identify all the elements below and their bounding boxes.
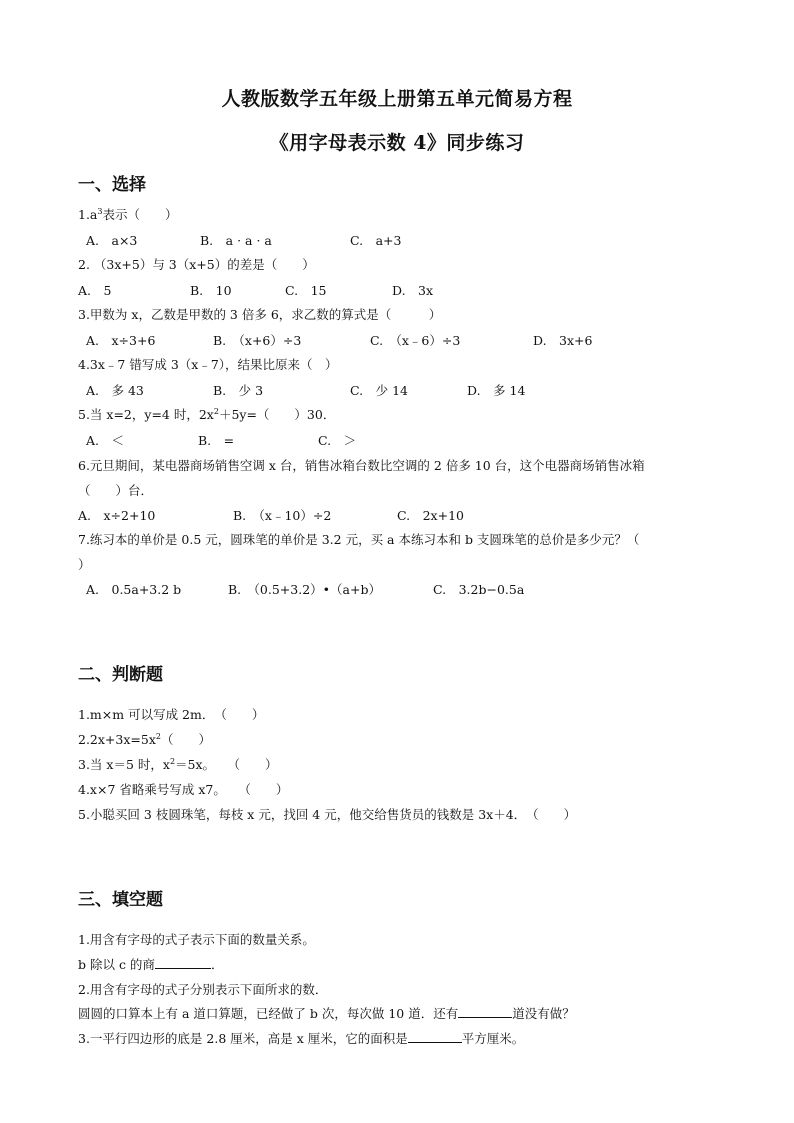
choice-q3-option-b: B. （x+6）÷3: [213, 333, 302, 348]
answer-blank[interactable]: [458, 1016, 512, 1018]
fill-q3: 3.一平行四边形的底是 2.8 厘米，高是 x 厘米，它的面积是 平方厘米。: [78, 1031, 525, 1046]
fill-q1: 1.用含有字母的式子表示下面的数量关系。: [78, 932, 315, 947]
choice-q7-option-c: C. 3.2b−0.5a: [433, 582, 525, 597]
choice-q4-stem: 4.3x﹣7 错写成 3（x﹣7），结果比原来（ ）: [78, 357, 338, 372]
judge-q1: 1.m×m 可以写成 2m． （ ）: [78, 707, 265, 722]
choice-q1-stem: $1.a^3$表示（ ）: [78, 206, 178, 222]
choice-q6-stem-1: 6.元旦期间，某电器商场销售空调 x 台，销售冰箱台数比空调的 2 倍多 10 台，这个电器商场销售冰箱: [78, 458, 645, 473]
choice-q7-stem-2: ）: [78, 557, 91, 572]
section-judge-heading: 二、判断题: [78, 665, 163, 685]
choice-q1-option-b: B. a · a · a: [200, 233, 272, 248]
choice-q2-option-c: C. 15: [285, 283, 327, 298]
choice-q2-option-d: D. 3x: [392, 283, 434, 298]
choice-q5-stem: 5.当 x=2，y=4 时，$2x^2+5y=$（ ）30．: [78, 406, 336, 422]
judge-q4: 4.x×7 省略乘号写成 x7。 （ ）: [78, 782, 289, 797]
section-choice-heading: 一、选择: [78, 175, 146, 195]
title-line-1: 人教版数学五年级上册第五单元简易方程: [221, 88, 573, 110]
choice-q2-option-a: A. 5: [78, 283, 112, 298]
choice-q1-option-c: C. a+3: [350, 233, 402, 248]
judge-q3: 3.当 x＝5 时，$x^2=5x$。 （ ）: [78, 756, 278, 772]
choice-q3-option-c: C. （x﹣6）÷3: [370, 333, 461, 348]
answer-blank[interactable]: [408, 1041, 462, 1043]
title-line-2: 《用字母表示数 4》同步练习: [269, 132, 525, 154]
choice-q6-stem-2: （ ）台．: [78, 483, 154, 498]
choice-q7-option-b: B. （0.5+3.2）•（a+b）: [228, 582, 381, 597]
choice-q5-option-a: A. ＜: [86, 433, 125, 448]
choice-q3-stem: 3.甲数为 x，乙数是甲数的 3 倍多 6，求乙数的算式是（ ）: [78, 307, 442, 322]
choice-q3-option-d: D. 3x+6: [533, 333, 593, 348]
choice-q4-option-a: A. 多 43: [86, 383, 144, 398]
fill-q2-part: 圆圆的口算本上有 a 道口算题，已经做了 b 次，每次做 10 道．还有 道没有做？: [78, 1006, 575, 1021]
choice-q1-option-a: A. a×3: [86, 233, 138, 248]
choice-q6-option-a: A. x÷2+10: [78, 508, 156, 523]
choice-q5-option-c: C. ＞: [318, 433, 357, 448]
fill-q1-part: b 除以 c 的商 ．: [78, 957, 224, 972]
choice-q2-stem: 2. （3x+5）与 3（x+5）的差是（ ）: [78, 257, 315, 272]
choice-q7-option-a: A. 0.5a+3.2 b: [86, 582, 182, 597]
section-fill-heading: 三、填空题: [78, 890, 163, 910]
choice-q6-option-b: B. （x﹣10）÷2: [233, 508, 332, 523]
choice-q7-stem-1: 7.练习本的单价是 0.5 元，圆珠笔的单价是 3.2 元，买 a 本练习本和 b 支圆珠笔的总价是多少元？（: [78, 532, 640, 547]
fill-q2: 2.用含有字母的式子分别表示下面所求的数．: [78, 982, 328, 997]
choice-q4-option-b: B. 少 3: [213, 383, 264, 398]
choice-q5-option-b: B. =: [198, 433, 235, 448]
choice-q4-option-c: C. 少 14: [350, 383, 408, 398]
choice-q3-option-a: A. x÷3+6: [86, 333, 156, 348]
judge-q5: 5.小聪买回 3 枝圆珠笔，每枝 x 元，找回 4 元，他交给售货员的钱数是 3x＋4． （ ）: [78, 807, 577, 822]
choice-q4-option-d: D. 多 14: [467, 383, 526, 398]
judge-q2: $2.2x+3x=5x^2$（ ）: [78, 731, 211, 747]
choice-q2-option-b: B. 10: [190, 283, 232, 298]
answer-blank[interactable]: [155, 967, 211, 969]
choice-q6-option-c: C. 2x+10: [397, 508, 464, 523]
